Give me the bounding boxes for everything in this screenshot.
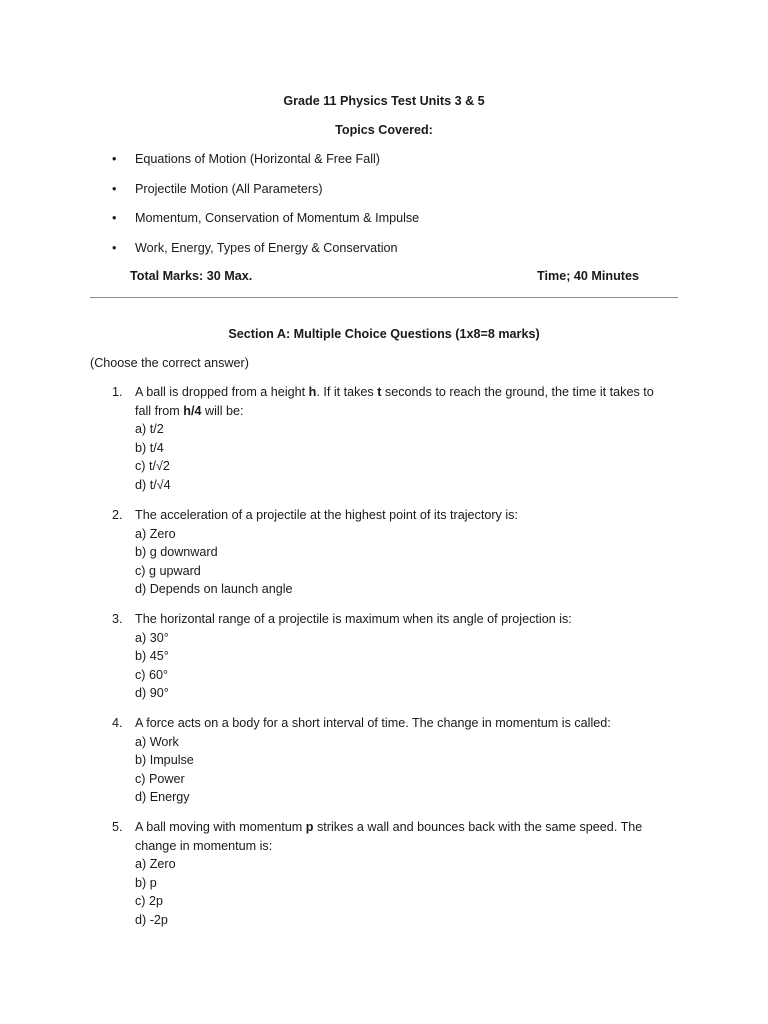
option-b: b) g downward <box>135 545 218 560</box>
question-text-continued: fall from h/4 will be: <box>135 403 244 418</box>
option-c: c) g upward <box>135 563 201 578</box>
section-title: Section A: Multiple Choice Questions (1x8=8 marks) <box>228 327 540 341</box>
option-d: d) -2p <box>135 912 168 927</box>
option-d: d) Energy <box>135 790 190 805</box>
option-a: a) t/2 <box>135 422 164 437</box>
question-text: A ball is dropped from a height h. If it takes t seconds to reach the ground, the time it takes to <box>135 385 654 399</box>
option-a: a) Work <box>135 734 179 749</box>
question-text: The acceleration of a projectile at the highest point of its trajectory is: <box>135 508 518 522</box>
question-text-continued: change in momentum is: <box>135 838 273 853</box>
topics-heading: Topics Covered: <box>335 123 433 137</box>
time-limit: Time; 40 Minutes <box>537 269 639 283</box>
question-2 <box>112 506 672 599</box>
question-text: A ball moving with momentum p strikes a wall and bounces back with the same speed. The <box>135 820 643 834</box>
question-text: A force acts on a body for a short interval of time. The change in momentum is called: <box>135 716 611 730</box>
list-item: • Momentum, Conservation of Momentum & Impulse <box>112 211 420 225</box>
question-5 <box>112 818 672 930</box>
option-c: c) 60° <box>135 667 169 682</box>
list-item: • Work, Energy, Types of Energy & Conservation <box>112 240 398 255</box>
option-d: d) 90° <box>135 686 169 701</box>
option-b: b) Impulse <box>135 753 194 768</box>
option-d: d) Depends on launch angle <box>135 582 293 597</box>
list-item: • Projectile Motion (All Parameters) <box>112 181 323 196</box>
option-a: a) Zero <box>135 857 176 872</box>
option-a: a) Zero <box>135 526 176 541</box>
bullet-icon: • <box>112 240 117 255</box>
list-item: • Equations of Motion (Horizontal & Free Fall) <box>112 152 380 166</box>
question-1 <box>112 383 672 495</box>
option-c: c) Power <box>135 771 185 786</box>
question-number: 3. <box>112 612 123 626</box>
option-a: a) 30° <box>135 630 169 645</box>
option-d: d) t/√4 <box>135 477 171 492</box>
horizontal-divider <box>90 297 678 298</box>
question-4 <box>112 714 672 807</box>
page-title: Grade 11 Physics Test Units 3 & 5 <box>283 94 485 108</box>
option-b: b) t/4 <box>135 440 164 455</box>
option-c: c) 2p <box>135 894 163 909</box>
option-c: c) t/√2 <box>135 459 170 474</box>
question-3 <box>112 610 672 703</box>
question-number: 2. <box>112 508 123 522</box>
topics-list <box>112 152 419 270</box>
question-text: The horizontal range of a projectile is maximum when its angle of projection is: <box>135 612 572 626</box>
option-b: b) 45° <box>135 649 169 664</box>
instruction-text: (Choose the correct answer) <box>90 356 249 370</box>
bullet-icon: • <box>112 211 117 225</box>
question-number: 1. <box>112 385 123 399</box>
question-number: 4. <box>112 716 123 730</box>
question-number: 5. <box>112 820 123 834</box>
bullet-icon: • <box>112 152 117 166</box>
total-marks: Total Marks: 30 Max. <box>130 269 253 283</box>
option-b: b) p <box>135 875 157 890</box>
bullet-icon: • <box>112 181 117 196</box>
